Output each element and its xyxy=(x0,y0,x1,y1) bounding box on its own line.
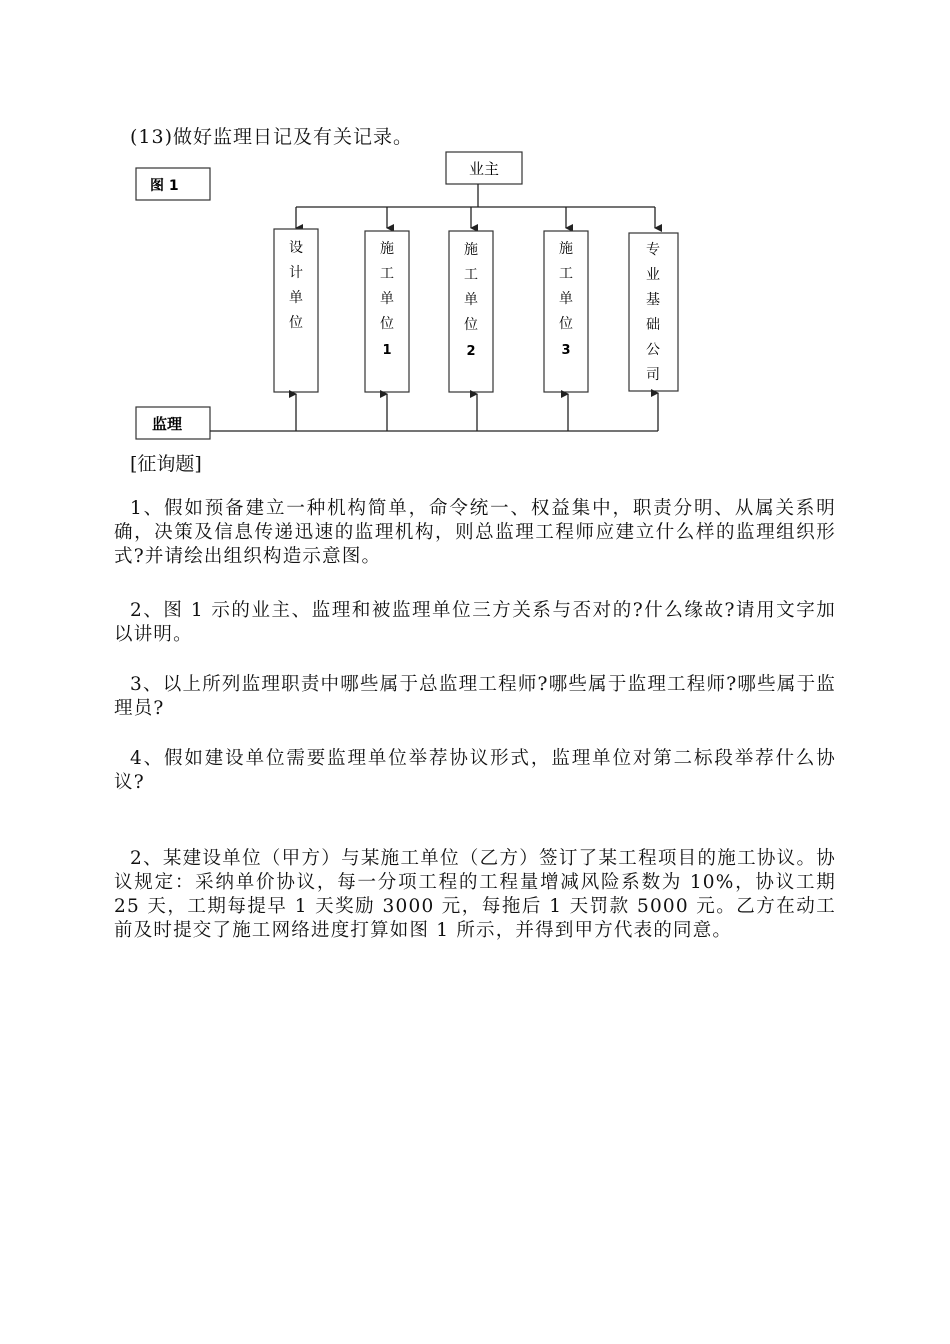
svg-text:1: 1 xyxy=(382,343,392,358)
svg-text:施: 施 xyxy=(559,241,573,257)
unit-box-construction-3 xyxy=(544,231,588,392)
figure-label: 图 1 xyxy=(150,178,179,194)
svg-text:单: 单 xyxy=(464,292,478,308)
case-2-paragraph: 2、某建设单位（甲方）与某施工单位（乙方）签订了某工程项目的施工协议。协议规定：采纳单价协议，每一分项工程的工程量增减风险系数为 10%，协议工期 25 天，工期每提早 1 天奖励 3000 元，每拖后 1 天罚款 5000 元。乙方在动工前及时提交了施工网络进度打算如图 1 所示，并得到甲方代表的同意。 xyxy=(114,848,836,941)
svg-text:司: 司 xyxy=(646,367,660,383)
svg-text:公: 公 xyxy=(646,342,660,358)
svg-text:位: 位 xyxy=(559,316,573,332)
owner-box xyxy=(446,152,522,184)
question-1: 1、假如预备建立一种机构简单，命令统一、权益集中，职责分明、从属关系明确，决策及信息传递迅速的监理机构，则总监理工程师应建立什么样的监理组织形式?并请绘出组织构造示意图。 xyxy=(114,498,836,567)
svg-text:3: 3 xyxy=(561,343,571,358)
unit-box-foundation-company xyxy=(629,233,678,391)
svg-text:单: 单 xyxy=(559,291,573,307)
bottom-arrows xyxy=(296,393,658,431)
supervisor-label: 监理 xyxy=(152,415,183,433)
supervisor-box xyxy=(136,407,210,439)
org-chart-diagram xyxy=(0,0,950,470)
question-caption: [征询题] xyxy=(130,453,202,475)
svg-text:位: 位 xyxy=(289,315,303,331)
figure-label-box xyxy=(136,168,210,200)
top-arrows xyxy=(296,207,655,228)
svg-text:计: 计 xyxy=(289,265,303,281)
svg-text:施: 施 xyxy=(380,241,394,257)
question-2: 2、图 1 示的业主、监理和被监理单位三方关系与否对的?什么缘故?请用文字加以讲明。 xyxy=(114,600,836,645)
svg-text:施: 施 xyxy=(464,242,478,258)
svg-text:设: 设 xyxy=(289,240,303,256)
svg-text:工: 工 xyxy=(464,267,478,283)
unit-box-design xyxy=(274,229,318,392)
svg-text:单: 单 xyxy=(289,290,303,306)
intro-line: (13)做好监理日记及有关记录。 xyxy=(130,126,414,148)
svg-text:业: 业 xyxy=(646,267,660,283)
owner-label: 业主 xyxy=(468,160,500,178)
svg-text:础: 础 xyxy=(646,317,660,333)
svg-text:基: 基 xyxy=(646,292,660,308)
question-3: 3、以上所列监理职责中哪些属于总监理工程师?哪些属于监理工程师?哪些属于监理员? xyxy=(114,674,836,719)
question-4: 4、假如建设单位需要监理单位举荐协议形式，监理单位对第二标段举荐什么协议? xyxy=(114,748,836,793)
unit-box-construction-2 xyxy=(449,231,493,392)
svg-text:单: 单 xyxy=(380,291,394,307)
svg-text:工: 工 xyxy=(559,266,573,282)
svg-text:位: 位 xyxy=(380,316,394,332)
svg-text:位: 位 xyxy=(464,317,478,333)
unit-box-construction-1 xyxy=(365,231,409,392)
svg-text:2: 2 xyxy=(466,344,476,359)
svg-text:工: 工 xyxy=(380,266,394,282)
svg-text:专: 专 xyxy=(646,242,660,258)
